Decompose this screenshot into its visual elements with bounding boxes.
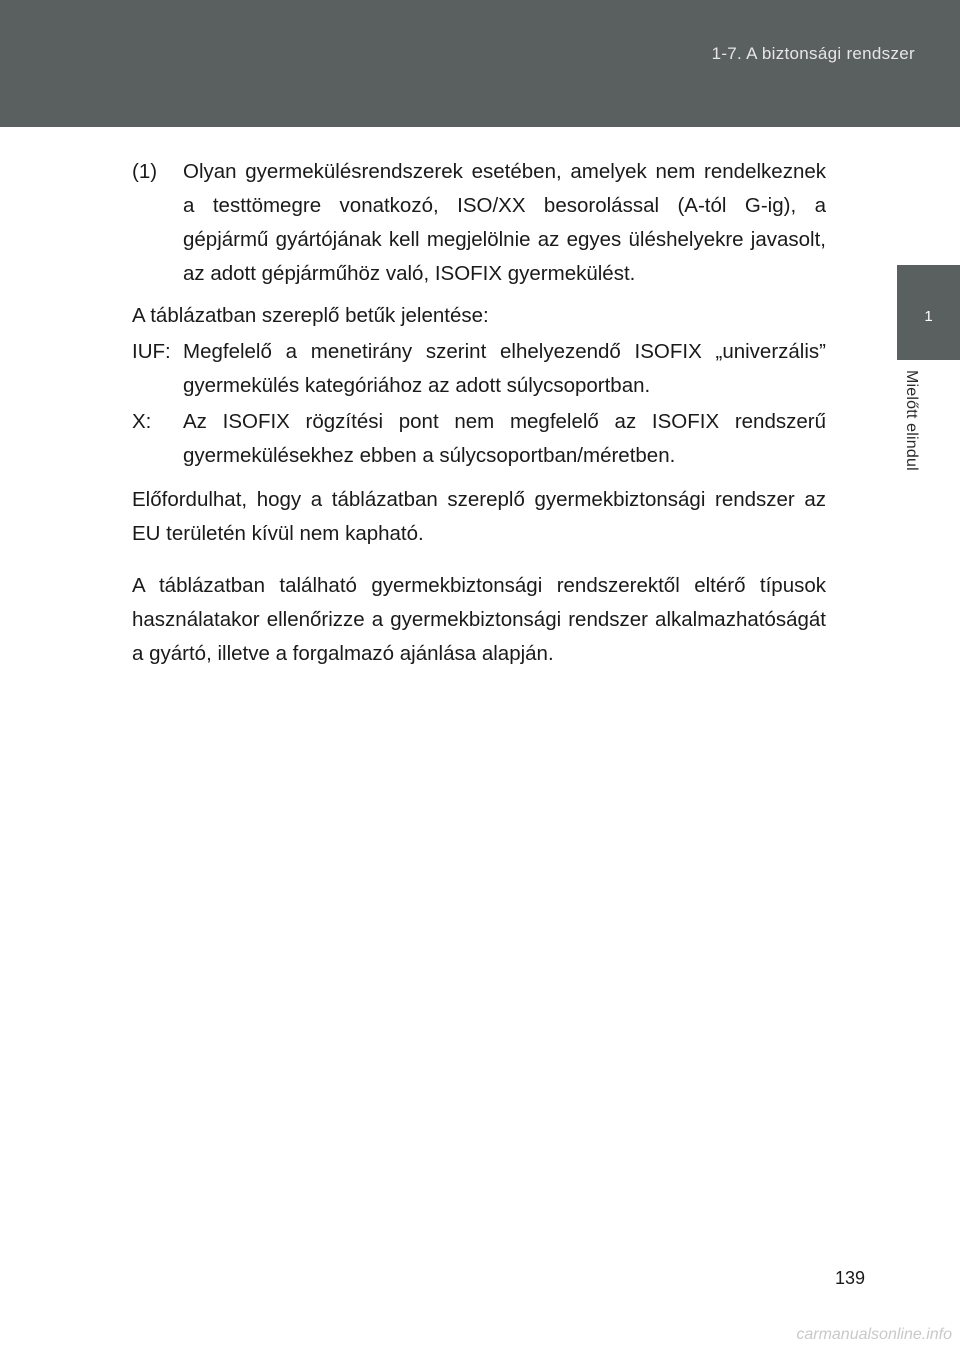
legend-text: Megfelelő a menetirány szerint elhelyezendő ISOFIX „univerzális” gyermekülés kategóriához az adott súlycsoportban. bbox=[183, 340, 826, 397]
footnote-item bbox=[132, 155, 826, 291]
legend-text: Az ISOFIX rögzítési pont nem megfelelő az ISOFIX rendszerű gyermekülésekhez ebben a súlycsoportban/méretben. bbox=[183, 410, 826, 467]
footnote-text: Olyan gyermekülésrendszerek esetében, amelyek nem rendelkeznek a testtömegre vonatkozó, ISO/XX besorolással (A-tól G-ig), a gépjármű gyártójának kell megjelölnie az egyes üléshelyekre javasolt, az adott gépjárműhöz való, ISOFIX gyermekülést. bbox=[183, 160, 826, 285]
section-title: 1-7. A biztonsági rendszer bbox=[711, 44, 915, 63]
chapter-tab bbox=[897, 265, 960, 360]
compatibility-paragraph: A táblázatban található gyermekbiztonsági rendszerektől eltérő típusok használatakor ellenőrizze a gyermekbiztonsági rendszer alkalmazhatóságát a gyártó, illetve a forgalmazó ajánlása alapján. bbox=[132, 574, 826, 665]
page-content bbox=[132, 155, 826, 671]
chapter-label-wrap bbox=[902, 370, 928, 510]
watermark: carmanualsonline.info bbox=[796, 1326, 952, 1343]
legend-label: IUF: bbox=[132, 340, 171, 363]
page-number: 139 bbox=[835, 1268, 866, 1288]
footnote-label: (1) bbox=[132, 160, 158, 183]
legend-intro: A táblázatban szereplő betűk jelentése: bbox=[132, 304, 489, 327]
legend-item-x bbox=[132, 405, 826, 473]
legend-item-iuf bbox=[132, 335, 826, 403]
chapter-number: 1 bbox=[924, 308, 933, 325]
chapter-label: Mielőtt elindul bbox=[903, 370, 920, 471]
legend-label: X: bbox=[132, 410, 152, 433]
availability-paragraph: Előfordulhat, hogy a táblázatban szereplő gyermekbiztonsági rendszer az EU területén kívül nem kapható. bbox=[132, 488, 826, 545]
header-bar bbox=[0, 0, 960, 127]
